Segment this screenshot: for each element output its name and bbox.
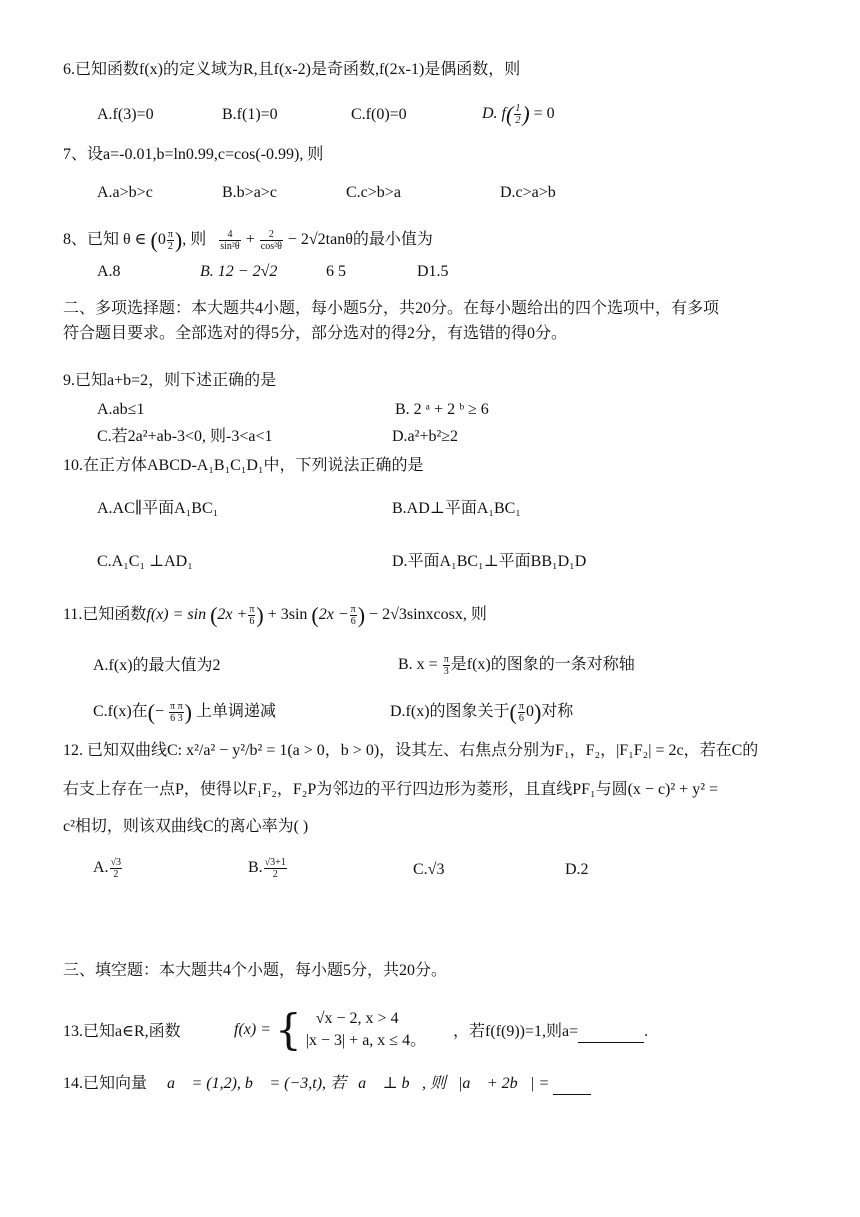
q10-option-c: C.A₁C₁ ⊥AD₁ (97, 553, 193, 570)
q12-line2: 右支上存在一点P，使得以F₁F₂，F₂P为邻边的平行四边形为菱形，且直线PF₁与圆(x − c)² + y² = (63, 781, 719, 798)
q8-stem: 8、已知 θ ∈ (0 $\frac{\pi}{2}$ ), 则 $\frac{4}{\text{sin²θ}}$ + $\frac{2}{\text{cos²θ}}$ − 2√2tanθ的最小值为 (63, 227, 433, 253)
q10-stem: 10.在正方体ABCD-A₁B₁C₁D₁中，下列说法正确的是 (63, 457, 424, 474)
q7-stem: 7、设a=-0.01,b=ln0.99,c=cos(-0.99), 则 (63, 146, 324, 163)
q9-option-b: B. 2 ᵃ + 2 ᵇ ≥ 6 (395, 401, 489, 418)
q6-option-c: C.f(0)=0 (351, 106, 407, 123)
q10-option-d: D.平面A₁BC₁⊥平面BB₁D₁D (392, 553, 587, 570)
q11-option-a: A.f(x)的最大值为2 (93, 657, 221, 674)
q13-tail: ，若f(f(9))=1,则a= . (453, 1022, 648, 1043)
q12-line1: 12. 已知双曲线C: x²/a² − y²/b² = 1(a > 0，b > 0)，设其左、右焦点分别为F₁，F₂，|F₁F₂| = 2c，若在C的 (63, 742, 759, 759)
q12-option-c: C.√3 (413, 861, 445, 878)
q13-piecewise: f(x) = { √x − 2, x > 4 |x − 3| + a, x ≤ 4。 (234, 1005, 427, 1054)
q13-prefix: 13.已知a∈R,函数 (63, 1023, 181, 1040)
q9-option-d: D.a²+b²≥2 (392, 428, 459, 445)
q8-option-d: D1.5 (417, 263, 449, 280)
q12-option-a: A. $\frac{√3}{2}$ (93, 857, 122, 880)
section3-title: 三、填空题：本大题共4个小题，每小题5分，共20分。 (63, 962, 448, 979)
q12-option-b: B. $\frac{√3+1}{2}$ (248, 857, 286, 880)
section2-line1: 二、多项选择题：本大题共4小题，每小题5分，共20分。在每小题给出的四个选项中，有多项 (63, 300, 720, 317)
q12-option-d: D.2 (565, 861, 589, 878)
q6-stem: 6.已知函数f(x)的定义域为R,且f(x-2)是奇函数,f(2x-1)是偶函数，则 (63, 61, 521, 78)
q6-option-d: D. f( $\frac{1}{2}$ ) = 0 (482, 101, 555, 127)
q8-option-b: B. 12 − 2√2 (200, 263, 278, 280)
q10-option-b: B.AD⊥平面A₁BC₁ (392, 500, 521, 517)
q12-line3: c²相切，则该双曲线C的离心率为( ) (63, 818, 309, 835)
q11-stem: 11.已知函数f(x) = sin (2x + $\frac{\pi}{6}$ ) + 3sin (2x − $\frac{\pi}{6}$ ) − 2√3sinxcosx, 则 (63, 602, 487, 628)
q8-option-c: 6 5 (326, 263, 346, 280)
q7-option-b: B.b>a>c (222, 184, 277, 201)
q7-option-d: D.c>a>b (500, 184, 556, 201)
q14-stem: 14.已知向量 a⃗ = (1,2), b⃗ = (−3,t), 若 a⃗ ⊥ b⃗, 则 |a⃗ + 2b⃗| = (63, 1074, 591, 1095)
q7-option-c: C.c>b>a (346, 184, 401, 201)
q9-stem: 9.已知a+b=2，则下述正确的是 (63, 372, 277, 389)
q8-option-a: A.8 (97, 263, 121, 280)
q9-option-a: A.ab≤1 (97, 401, 145, 418)
q9-option-c: C.若2a²+ab-3<0, 则-3<a<1 (97, 428, 273, 445)
q11-option-b: B. x = $\frac{\pi}{3}$ 是f(x)的图象的一条对称轴 (398, 654, 635, 677)
q7-option-a: A.a>b>c (97, 184, 153, 201)
q11-option-c: C.f(x)在(− $\frac{\text{π π}}{6 3}$ ) 上单调递减 (93, 699, 276, 725)
section2-line2: 符合题目要求。全部选对的得5分，部分选对的得2分，有选错的得0分。 (63, 325, 568, 342)
q6-option-a: A.f(3)=0 (97, 106, 154, 123)
q6-option-b: B.f(1)=0 (222, 106, 278, 123)
q11-option-d: D.f(x)的图象关于( $\frac{\pi}{6}$ 0)对称 (390, 699, 574, 725)
q10-option-a: A.AC∥平面A₁BC₁ (97, 500, 219, 517)
